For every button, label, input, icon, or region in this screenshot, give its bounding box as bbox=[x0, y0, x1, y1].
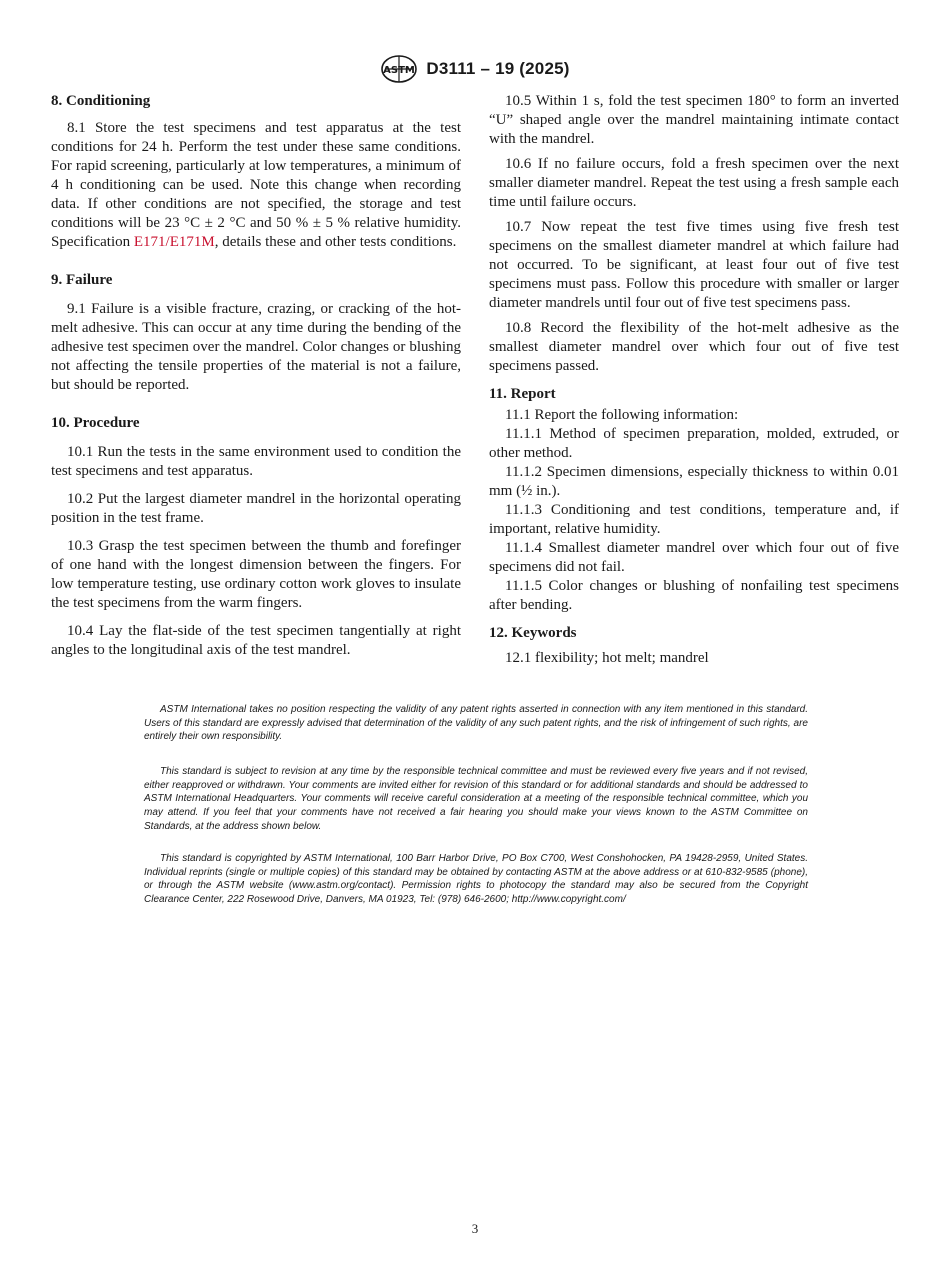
section-11-1-4: 11.1.4 Smallest diameter mandrel over which four out of five specimens did not fail. bbox=[489, 540, 899, 575]
section-9-1: 9.1 Failure is a visible fracture, crazing, or cracking of the hot-melt adhesive. This can occur at any time during the bending of the adhesive test specimen over the mandrel. Color changes or blushing not affecting the tensile properties of the material is not a failure, but should be reported. bbox=[51, 301, 461, 393]
revision-notice: This standard is subject to revision at any time by the responsible technical committee and must be reviewed every five years and if not revised, either reapproved or withdrawn. Your comments are invited either for revision of this standard or for additional standards and should be addressed to ASTM International Headquarters. Your comments will receive careful consideration at a meeting of the responsible technical committee, which you may attend. If you feel that your comments have not received a fair hearing you should make your views known to the ASTM Committee on Standards, at the address shown below. bbox=[144, 766, 808, 832]
copyright-notice: This standard is copyrighted by ASTM International, 100 Barr Harbor Drive, PO Box C700, West Conshohocken, PA 19428-2959, United States. Individual reprints (single or multiple copies) of this standard may be obtained by contacting ASTM at the above address or at 610-832-9585 (phone), or through the ASTM website (www.astm.org/contact). Permission rights to photocopy the standard may also be secured from the Copyright Clearance Center, 222 Rosewood Drive, Danvers, MA 01923, Tel: (978) 646-2600; http://www.copyright.com/ bbox=[144, 853, 808, 906]
section-10-4: 10.4 Lay the flat-side of the test specimen tangentially at right angles to the longitudinal axis of the test mandrel. bbox=[51, 623, 461, 658]
left-column bbox=[51, 92, 461, 660]
section-11-1-5: 11.1.5 Color changes or blushing of nonfailing test specimens after bending. bbox=[489, 578, 899, 613]
section-10-1: 10.1 Run the tests in the same environment used to condition the test specimens and test apparatus. bbox=[51, 444, 461, 479]
section-10-2: 10.2 Put the largest diameter mandrel in the horizontal operating position in the test frame. bbox=[51, 491, 461, 526]
astm-logo-icon bbox=[380, 54, 418, 84]
section-11-1-2: 11.1.2 Specimen dimensions, especially thickness to within 0.01 mm (½ in.). bbox=[489, 464, 899, 499]
svg-text:ASTM: ASTM bbox=[383, 65, 416, 76]
page-number: 3 bbox=[471, 1221, 479, 1236]
section-12-title: 12. Keywords bbox=[489, 625, 577, 641]
section-10-3: 10.3 Grasp the test specimen between the thumb and forefinger of one hand with the longest dimension between the fingers. For low temperature testing, use ordinary cotton work gloves to insulate the test specimens from the warm fingers. bbox=[51, 538, 461, 611]
section-10-5: 10.5 Within 1 s, fold the test specimen 180° to form an inverted “U” shaped angle over the mandrel maintaining intimate contact with the mandrel. bbox=[489, 93, 899, 147]
section-10-6: 10.6 If no failure occurs, fold a fresh specimen over the next smaller diameter mandrel. Repeat the test using a fresh sample each time until failure occurs. bbox=[489, 156, 899, 210]
section-10-7: 10.7 Now repeat the test five times using five fresh test specimens on the smallest diameter mandrel at which failure had not occurred. To be significant, at least four out of five test specimens must pass. Follow this procedure with smaller or larger diameter mandrels until four out of five test specimens pass. bbox=[489, 219, 899, 311]
section-11-title: 11. Report bbox=[489, 386, 556, 402]
section-11-1-1: 11.1.1 Method of specimen preparation, molded, extruded, or other method. bbox=[489, 426, 899, 461]
section-8-title: 8. Conditioning bbox=[51, 93, 151, 109]
section-12-1: 12.1 flexibility; hot melt; mandrel bbox=[505, 650, 709, 666]
document-designation: D3111 – 19 (2025) bbox=[426, 59, 570, 78]
e171-link[interactable]: E171/E171M bbox=[133, 234, 215, 250]
section-11-1-3: 11.1.3 Conditioning and test conditions, temperature and, if important, relative humidity. bbox=[489, 502, 899, 537]
right-column bbox=[489, 92, 899, 668]
section-10-8: 10.8 Record the flexibility of the hot-melt adhesive as the smallest diameter mandrel over which four out of five test specimens passed. bbox=[489, 320, 899, 374]
patent-notice: ASTM International takes no position respecting the validity of any patent rights asserted in connection with any item mentioned in this standard. Users of this standard are expressly advised that determination of the validity of any such patent rights, and the risk of infringement of such rights, are entirely their own responsibility. bbox=[144, 704, 808, 743]
section-11-1: 11.1 Report the following information: bbox=[505, 407, 739, 423]
section-9-title: 9. Failure bbox=[51, 272, 113, 288]
section-10-title: 10. Procedure bbox=[51, 415, 140, 431]
section-8-1: 8.1 Store the test specimens and test apparatus at the test conditions for 24 h. Perform the test under these same conditions. For rapid screening, particularly at low temperatures, a minimum of 4 h conditioning can be used. Note this change when recording data. If other conditions are not specified, the storage and test conditions will be 23 °C ± 2 °C and 50 % ± 5 % relative humidity. Specification E171/E171M, details these and other tests conditions. bbox=[51, 120, 461, 250]
page-header bbox=[0, 56, 950, 82]
